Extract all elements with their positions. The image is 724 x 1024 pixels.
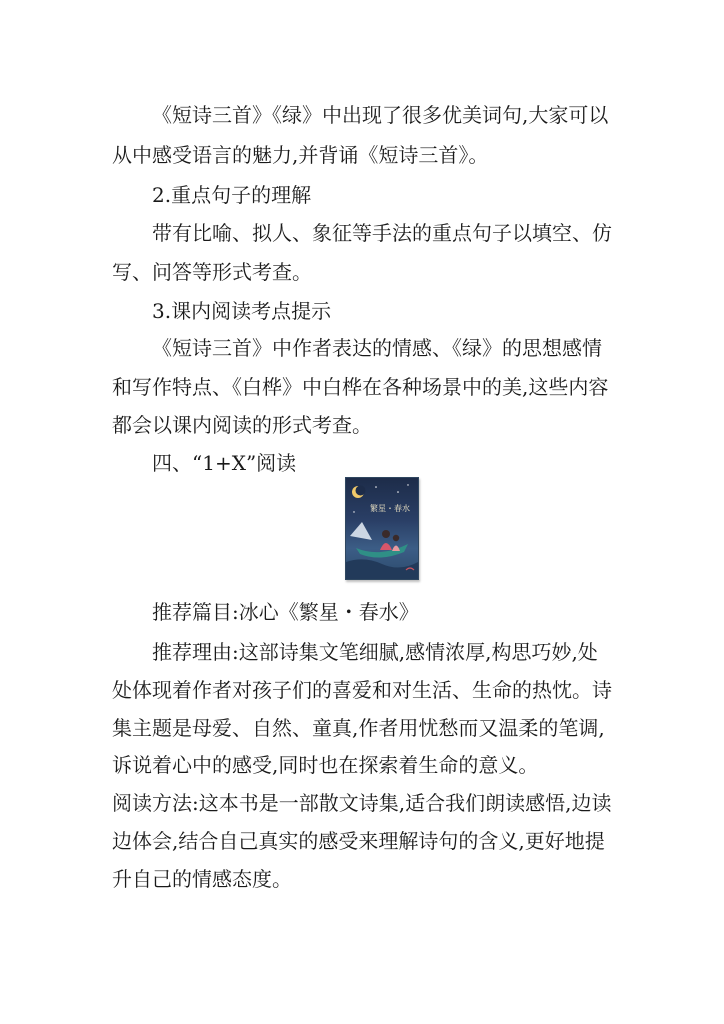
sail-shape bbox=[350, 522, 372, 540]
paragraph-line: 边体会,结合自己真实的感受来理解诗句的含义,更好地提 bbox=[112, 829, 605, 853]
section-heading: 2.重点句子的理解 bbox=[152, 183, 312, 207]
paragraph-line: 推荐理由:这部诗集文笔细腻,感情浓厚,构思巧妙,处 bbox=[152, 640, 598, 664]
moon-shadow bbox=[356, 486, 366, 496]
child-dress bbox=[380, 543, 392, 550]
paragraph-line: 从中感受语言的魅力,并背诵《短诗三首》。 bbox=[112, 143, 489, 167]
book-cover-image bbox=[345, 477, 419, 580]
child-dress bbox=[392, 546, 400, 552]
section-heading: 3.课内阅读考点提示 bbox=[152, 299, 332, 323]
star-icon bbox=[397, 491, 399, 493]
paragraph-line: 阅读方法:这本书是一部散文诗集,适合我们朗读感悟,边读 bbox=[112, 791, 612, 815]
paragraph-line: 升自己的情感态度。 bbox=[112, 867, 292, 891]
star-icon bbox=[353, 511, 354, 512]
paragraph-line: 带有比喻、拟人、象征等手法的重点句子以填空、仿 bbox=[152, 221, 612, 245]
paragraph-line: 写、问答等形式考查。 bbox=[112, 260, 312, 284]
star-icon bbox=[407, 484, 408, 485]
recommended-title: 推荐篇目:冰心《繁星・春水》 bbox=[152, 600, 419, 624]
child-head bbox=[393, 535, 399, 541]
paragraph-line: 都会以课内阅读的形式考查。 bbox=[112, 413, 372, 437]
child-head bbox=[382, 530, 390, 538]
paragraph-line: 《短诗三首》中作者表达的情感、《绿》的思想感情 bbox=[152, 336, 602, 360]
star-icon bbox=[375, 486, 377, 488]
paragraph-line: 处体现着作者对孩子们的喜爱和对生活、生命的热忱。诗 bbox=[112, 678, 612, 702]
boat-shape bbox=[356, 544, 408, 558]
book-cover-illustration bbox=[346, 478, 418, 579]
book-title: 繁星・春水 bbox=[370, 504, 410, 513]
paragraph-line: 和写作特点、《白桦》中白桦在各种场景中的美,这些内容 bbox=[112, 375, 609, 399]
section-heading: 四、“1+X”阅读 bbox=[152, 451, 297, 475]
paragraph-line: 集主题是母爱、自然、童真,作者用忧愁而又温柔的笔调, bbox=[112, 716, 605, 740]
paragraph-line: 《短诗三首》《绿》中出现了很多优美词句,大家可以 bbox=[152, 103, 609, 127]
paragraph-line: 诉说着心中的感受,同时也在探索着生命的意义。 bbox=[112, 753, 539, 777]
